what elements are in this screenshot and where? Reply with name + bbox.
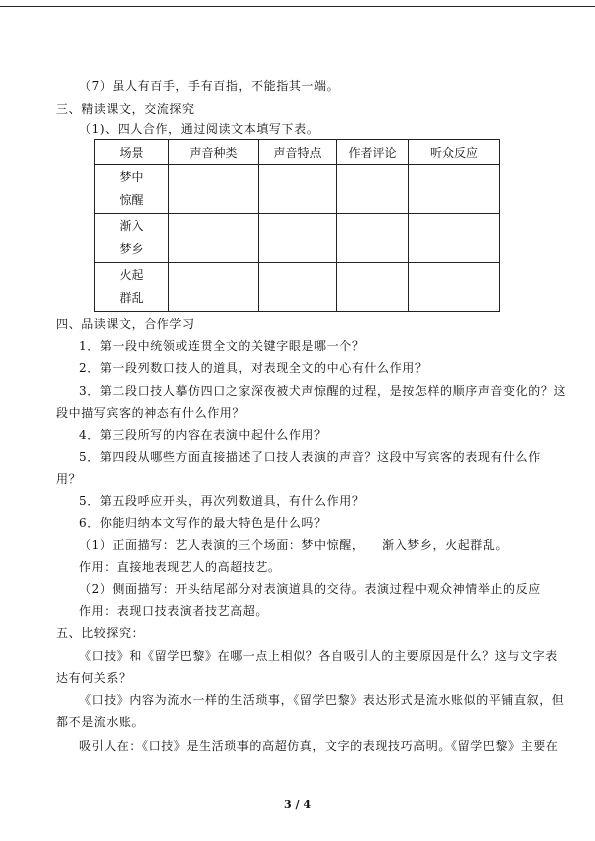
row-label: 梦中 惊醒 (95, 165, 169, 214)
table-header-row (95, 140, 500, 165)
empty-cell (409, 165, 500, 214)
compare-answer-2: 吸引人在：《口技》是生活琐事的高超仿真，文字的表现技巧高明。《留学巴黎》主要在 (79, 739, 559, 753)
empty-cell (259, 214, 337, 263)
table-row (95, 214, 500, 263)
table-header-cell: 作者评论 (337, 140, 409, 165)
table-instruction: （1)、四人合作，通过阅读文本填写下表。 (79, 122, 320, 136)
question-5b: 5．第五段呼应开头，再次列数道具，有什么作用？ (79, 494, 365, 508)
empty-cell (337, 214, 409, 263)
question-3-cont: 段中描写宾客的神态有什么作用？ (56, 406, 246, 420)
table-header-cell: 场景 (95, 140, 169, 165)
question-5-cont: 用？ (56, 472, 82, 486)
table-row (95, 263, 500, 312)
table-header-cell: 听众反应 (409, 140, 500, 165)
question-4: 4．第三段所写的内容在表演中起什么作用？ (79, 428, 327, 442)
empty-cell (259, 263, 337, 312)
question-1: 1．第一段中统领或连贯全文的关键字眼是哪一个？ (79, 339, 365, 353)
question-3: 3．第二段口技人摹仿四口之家深夜被犬声惊醒的过程，是按怎样的顺序声音变化的？这 (79, 384, 567, 398)
empty-cell (337, 263, 409, 312)
table-header-cell: 声音种类 (169, 140, 259, 165)
scene-table (94, 139, 500, 312)
answer-indirect: （2）侧面描写：开头结尾部分对表演道具的交待。表演过程中观众神情举止的反应 (79, 582, 541, 596)
empty-cell (409, 214, 500, 263)
empty-cell (169, 214, 259, 263)
question-6: 6．你能归纳本文写作的最大特色是什么吗？ (79, 516, 327, 530)
row-label: 火起 群乱 (95, 263, 169, 312)
table-header-cell: 声音特点 (259, 140, 337, 165)
answer-direct-effect: 作用：直接地表现艺人的高超技艺。 (79, 560, 281, 574)
compare-answer-1: 《口技》内容为流水一样的生活琐事，《留学巴黎》表达形式是流水账似的平铺直叙，但 (79, 693, 565, 707)
section-heading-4: 四、品读课文，合作学习 (56, 317, 195, 331)
table-row (95, 165, 500, 214)
section-heading-5: 五、比较探究： (56, 626, 145, 640)
page-top-rule (0, 6, 595, 7)
empty-cell (409, 263, 500, 312)
answer-direct: （1）正面描写：艺人表演的三个场面：梦中惊醒， 渐入梦乡，火起群乱。 (79, 538, 509, 552)
compare-question-cont: 达有何关系？ (56, 671, 132, 685)
section-heading-3: 三、精读课文，交流探究 (56, 102, 195, 116)
question-2: 2．第一段列数口技人的道具，对表现全文的中心有什么作用？ (79, 361, 428, 375)
row-label: 渐入 梦乡 (95, 214, 169, 263)
answer-indirect-effect: 作用：表现口技表演者技艺高超。 (79, 604, 269, 618)
page-number: 3 / 4 (284, 798, 311, 811)
empty-cell (337, 165, 409, 214)
empty-cell (259, 165, 337, 214)
compare-question: 《口技》和《留学巴黎》在哪一点上相似？各自吸引人的主要原因是什么？这与文字表 (79, 649, 558, 663)
empty-cell (169, 263, 259, 312)
empty-cell (169, 165, 259, 214)
compare-answer-1-cont: 都不是流水账。 (56, 715, 145, 729)
item-7: （7）虽人有百手，手有百指，不能指其一端。 (79, 79, 340, 93)
question-5: 5．第四段从哪些方面直接描述了口技人表演的声音？这段中写宾客的表现有什么作 (79, 450, 541, 464)
